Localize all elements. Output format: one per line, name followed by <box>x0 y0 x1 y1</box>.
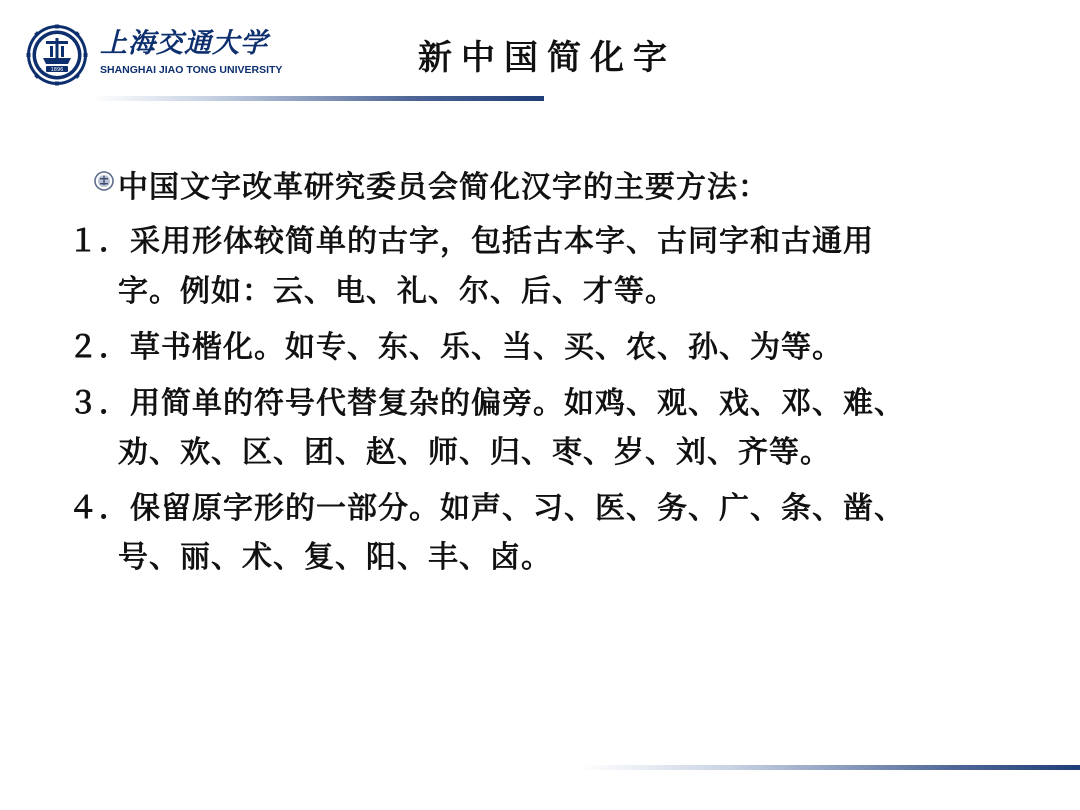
university-seal-icon <box>26 24 88 86</box>
method-3-line-1: ３．用简单的符号代替复杂的偏旁。如鸡、观、戏、邓、难、 <box>68 386 905 421</box>
method-1-line-1: １．采用形体较简单的古字，包括古本字、古同字和古通用 <box>68 224 874 259</box>
method-3-line-2: 劝、欢、区、团、赵、师、归、枣、岁、刘、齐等。 <box>118 435 831 470</box>
footer-divider <box>580 765 1080 770</box>
header-divider <box>92 96 544 101</box>
logo-year: 1896 <box>50 67 64 73</box>
bullet-seal-icon <box>94 171 114 191</box>
university-name-cn: 上海交通大学 <box>100 28 268 59</box>
method-2-line-1: ２．草书楷化。如专、东、乐、当、买、农、孙、为等。 <box>68 330 843 365</box>
method-4-line-1: ４．保留原字形的一部分。如声、习、医、务、广、条、凿、 <box>68 491 905 526</box>
method-4-line-2: 号、丽、术、复、阳、丰、卤。 <box>118 540 552 575</box>
university-wordmark <box>100 28 283 76</box>
method-1-line-2: 字。例如：云、电、礼、尔、后、才等。 <box>118 274 676 309</box>
university-name-en: SHANGHAI JIAO TONG UNIVERSITY <box>100 64 283 76</box>
slide-title: 新中国简化字 <box>418 38 676 78</box>
intro-text: 中国文字改革研究委员会简化汉字的主要方法： <box>118 170 769 205</box>
